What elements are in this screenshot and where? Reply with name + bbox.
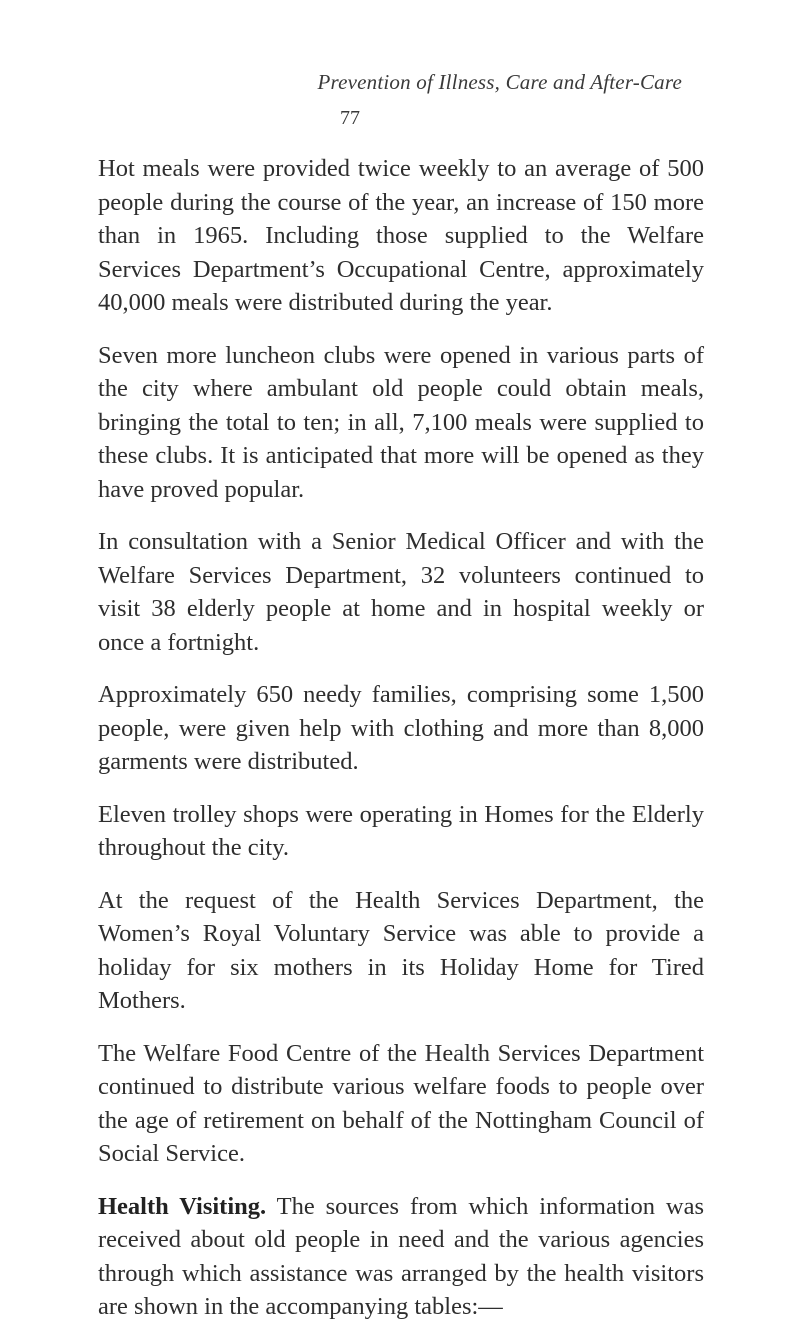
- paragraph-volunteers: In consultation with a Senior Medical Officer and with the Welfare Services Department, 32 volunteers continued to visit 38 elderly people at home and in hospital weekly or once a fortnight.: [98, 528, 704, 656]
- section-heading-health-visiting: Health Visiting.: [98, 1192, 267, 1220]
- paragraph-welfare-food: The Welfare Food Centre of the Health Services Department continued to distribute various welfare foods to people over the age of retirement on behalf of the Nottingham Council of Social Service.: [98, 1039, 704, 1167]
- paragraph-clothing: Approximately 650 needy families, comprising some 1,500 people, were given help with clothing and more than 8,000 garments were distributed.: [98, 681, 704, 775]
- paragraph-hot-meals: Hot meals were provided twice weekly to an average of 500 people during the course of the year, an increase of 150 more than in 1965. Including those supplied to the Welfare Services Department’s Occupational Centre, approximately 40,000 meals were distributed during the year.: [98, 155, 704, 316]
- running-head: Prevention of Illness, Care and After-Care: [317, 70, 682, 94]
- page-number: 77: [340, 107, 360, 129]
- health-visiting-text: The sources from which information was received about old people in need and the various agencies through which assistance was arranged by the health visitors are shown in the accompanying tables:—: [98, 1192, 704, 1320]
- paragraph-health-visiting: [98, 1190, 704, 1324]
- paragraph-luncheon-clubs: Seven more luncheon clubs were opened in various parts of the city where ambulant old people could obtain meals, bringing the total to ten; in all, 7,100 meals were supplied to these clubs. It is anticipated that more will be opened as they have proved popular.: [98, 341, 704, 503]
- body-text: [98, 152, 704, 1343]
- paragraph-trolley-shops: Eleven trolley shops were operating in Homes for the Elderly throughout the city.: [98, 800, 704, 861]
- paragraph-holiday-home: At the request of the Health Services Department, the Women’s Royal Voluntary Service was able to provide a holiday for six mothers in its Holiday Home for Tired Mothers.: [98, 886, 704, 1014]
